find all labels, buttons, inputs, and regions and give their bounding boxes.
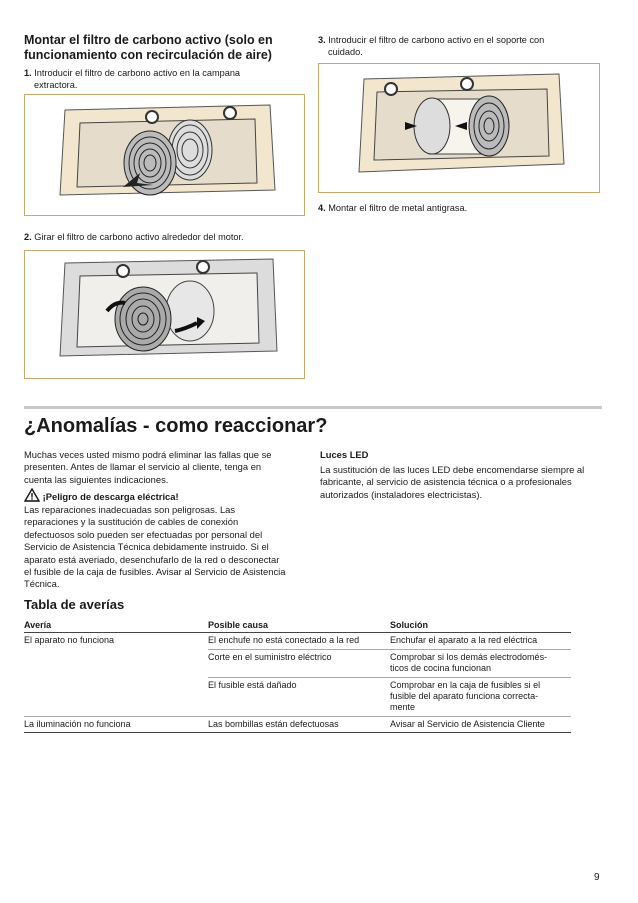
- warning-title: ¡Peligro de descarga eléctrica!: [42, 491, 179, 502]
- averias-table: [24, 619, 571, 733]
- warning-body: [24, 504, 319, 591]
- table-row: [24, 649, 571, 677]
- section-divider: [24, 406, 602, 409]
- table-header-row: [24, 619, 571, 633]
- cell-solucion: Comprobar si los demás electrodomés- ticos de cocina funcionan: [390, 649, 571, 677]
- page-number: 9: [594, 872, 600, 883]
- header-averia: Avería: [24, 619, 208, 633]
- warning-line: Las reparaciones inadecuadas son peligrosas. Las: [24, 504, 236, 515]
- cell-causa: El fusible está dañado: [208, 677, 390, 716]
- warning-line: defectuosos solo pueden ser efectuadas por personal del: [24, 528, 263, 540]
- warning-line: Servicio de Asistencia Técnica debidamente instruido. Si el: [24, 541, 269, 553]
- warning-heading: [24, 488, 319, 503]
- illustration-step-3: [318, 63, 600, 193]
- step-2-text: Girar el filtro de carbono activo alrededor del motor.: [34, 232, 244, 242]
- step-3-text-line1: Introducir el filtro de carbono activo en el soporte con: [328, 35, 545, 45]
- cell-averia: El aparato no funciona: [24, 635, 115, 646]
- section-title-line1: Montar el filtro de carbono activo (solo en: [24, 33, 273, 47]
- cell-causa: El enchufe no está conectado a la red: [208, 633, 390, 649]
- warning-line: aparato está averiado, desenchufarlo de la red o desconectar: [24, 553, 280, 565]
- step-3-number: 3.: [318, 35, 326, 45]
- section-title: [24, 33, 273, 63]
- step-2-number: 2.: [24, 232, 32, 242]
- warning-line: Técnica.: [24, 578, 60, 590]
- step-4-text: Montar el filtro de metal antigrasa.: [328, 203, 468, 213]
- anomalias-title: ¿Anomalías - como reaccionar?: [24, 415, 328, 437]
- table-row: [24, 716, 571, 732]
- anomalias-intro: [24, 449, 319, 486]
- step-1: [24, 68, 294, 91]
- step-2: [24, 232, 244, 244]
- cell-causa: Corte en el suministro eléctrico: [208, 649, 390, 677]
- tabla-title: Tabla de averías: [24, 597, 125, 612]
- table-row: [24, 677, 571, 716]
- cell-solucion: Enchufar el aparato a la red eléctrica: [390, 633, 571, 649]
- led-title: Luces LED: [320, 449, 369, 460]
- cell-averia: [24, 649, 208, 677]
- illustration-step-2: [24, 250, 305, 379]
- intro-line: cuenta las siguientes indicaciones.: [24, 473, 169, 485]
- cell-solucion: Comprobar en la caja de fusibles si el fusible del aparato funciona correcta- mente: [390, 677, 571, 716]
- step-3: [318, 35, 588, 58]
- step-3-text-line2: cuidado.: [328, 46, 363, 57]
- step-4: [318, 203, 467, 215]
- warning-line: reparaciones y la sustitución de cables de conexión: [24, 516, 239, 528]
- table-row: [24, 633, 571, 649]
- illustration-step-1: [24, 94, 305, 216]
- step-1-number: 1.: [24, 68, 32, 78]
- led-line: La sustitución de las luces LED debe encomendarse siempre al: [320, 464, 585, 475]
- cell-averia: La iluminación no funciona: [24, 716, 208, 732]
- cell-solucion: Avisar al Servicio de Asistencia Cliente: [390, 716, 571, 732]
- intro-line: presenten. Antes de llamar el servicio al cliente, tenga en: [24, 461, 262, 473]
- section-title-line2: funcionamiento con recirculación de aire): [24, 48, 272, 62]
- cell-causa: Las bombillas están defectuosas: [208, 716, 390, 732]
- led-line: autorizados (instaladores electricistas).: [320, 488, 483, 500]
- step-4-number: 4.: [318, 203, 326, 213]
- header-posible-causa: Posible causa: [208, 619, 390, 633]
- cell-averia: [24, 677, 208, 716]
- header-solucion: Solución: [390, 619, 571, 633]
- step-1-text-line2: extractora.: [34, 79, 78, 90]
- led-line: fabricante, al servicio de asistencia técnica o a profesionales: [320, 476, 572, 488]
- warning-line: el fusible de la caja de fusibles. Avisar al Servicio de Asistencia: [24, 566, 286, 578]
- warning-triangle-icon: [24, 488, 40, 502]
- step-1-text-line1: Introducir el filtro de carbono activo en la campana: [34, 68, 241, 78]
- intro-line: Muchas veces usted mismo podrá eliminar las fallas que se: [24, 449, 272, 460]
- led-body: [320, 464, 605, 501]
